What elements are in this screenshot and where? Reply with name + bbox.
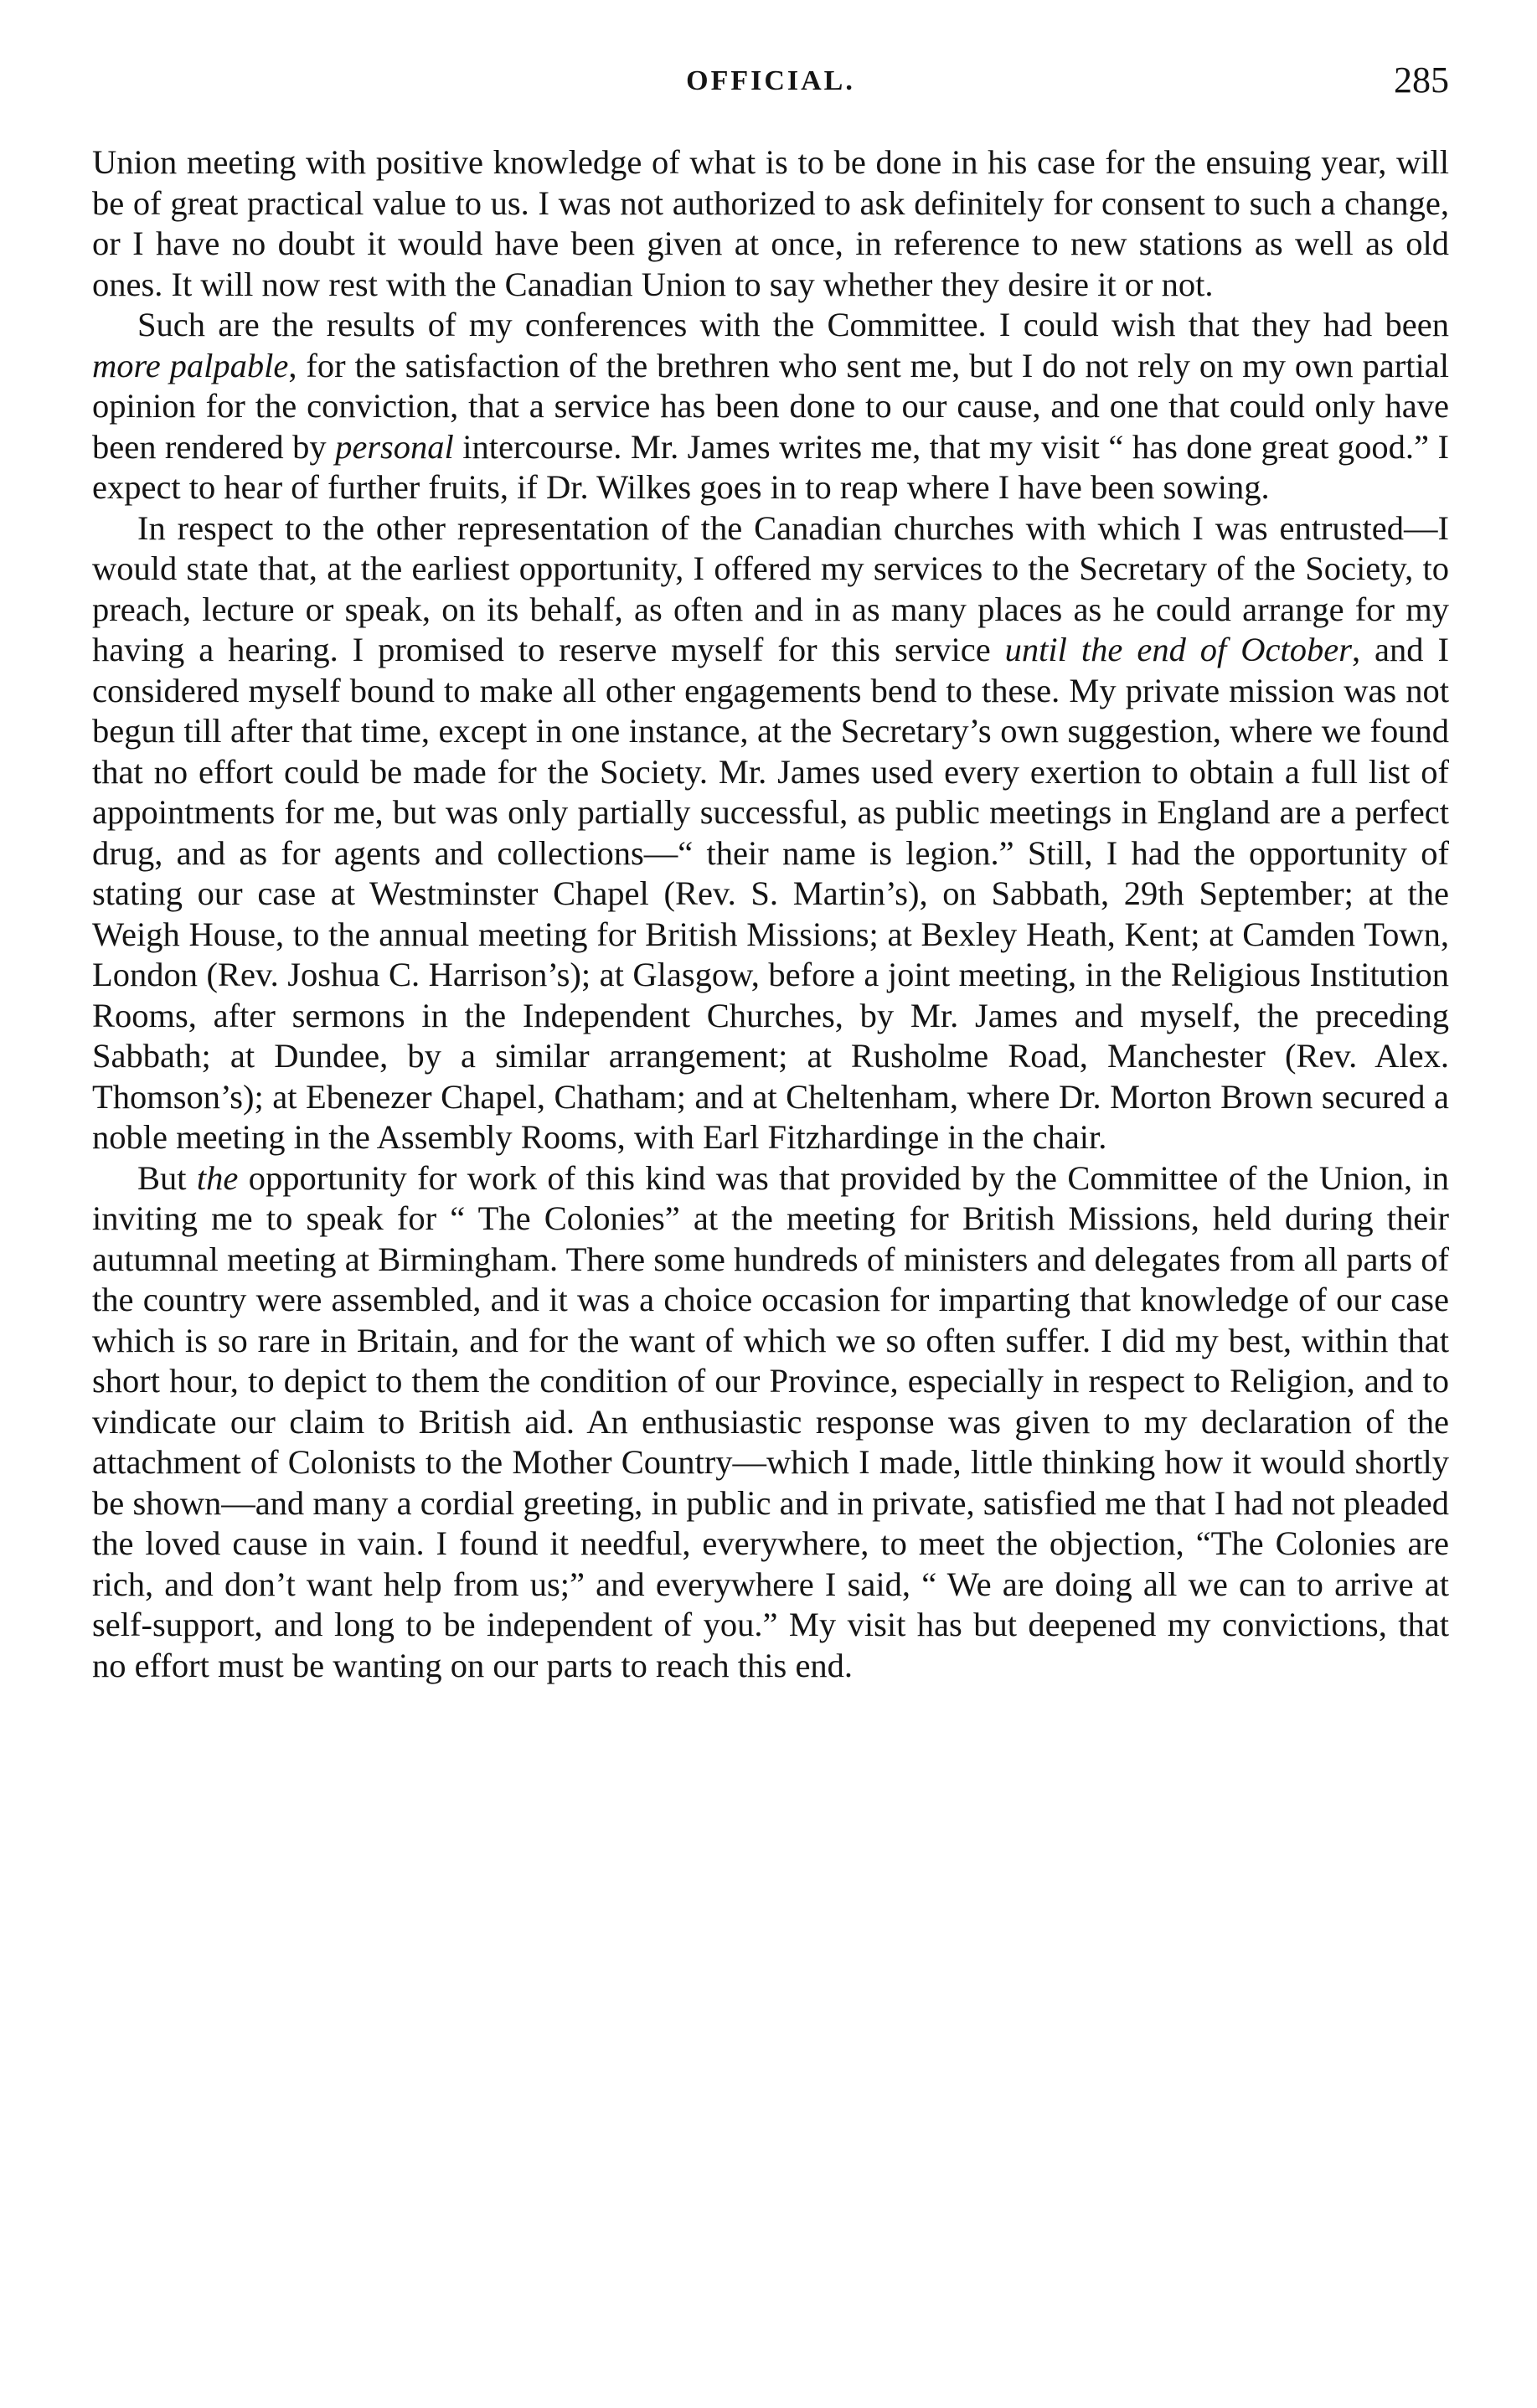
italic-text: the bbox=[196, 1158, 239, 1197]
body-text bbox=[92, 142, 1449, 1686]
text-run: In respect to the other representation of the Canadian churches with which I was entrusted—I would state that, at the earliest opportunity, I offered my services to the Secretary of the Society, to preach, lecture or speak, on its behalf, as often and in as many places as he could arrange for my having a hearing. I promised to reserve myself for this service bbox=[92, 508, 1449, 668]
text-run: Such are the results of my conferences with the Committee. I could wish that they had been bbox=[137, 306, 1449, 343]
paragraph-4 bbox=[92, 1158, 1449, 1687]
running-title: OFFICIAL. bbox=[686, 65, 855, 96]
text-run: Union meeting with positive knowledge of what is to be done in his case for the ensuing year, will be of great practical value to us. I was not authorized to ask definitely for consent to such a change, or I have no doubt it would have been given at once, in reference to new stations as well as old ones. It will now rest with the Canadian Union to say whether they desire it or not. bbox=[92, 143, 1449, 303]
paragraph-3 bbox=[92, 508, 1449, 1158]
text-run: intercourse. Mr. James writes me, that my visit “ has done great good.” I expect to hear of further fruits, if Dr. Wilkes goes in to reap where I have been sowing. bbox=[92, 427, 1450, 506]
italic-text: until the end of October bbox=[1004, 631, 1352, 668]
italic-text: more palpable bbox=[92, 346, 289, 384]
page-number: 285 bbox=[1394, 59, 1449, 101]
text-run: But bbox=[137, 1158, 197, 1197]
italic-text: personal bbox=[335, 427, 454, 466]
text-run: , for the satisfaction of the brethren who sent me, but I do not rely on my own partial opinion for the conviction, that a service has been done to our cause, and one that could only have been rendered by bbox=[92, 346, 1449, 466]
text-run: , and I considered myself bound to make all other engagements bend to these. My private mission was not begun till after that time, except in one instance, at the Secretary’s own suggestion, where we found that no effort could be made for the Society. Mr. James used every exertion to obtain a full list of appointments for me, but was only partially successful, as public meetings in England are a perfect drug, and as for agents and collections—“ their name is legion.” Still, I had the opportunity of stating our case at Westminster Chapel (Rev. S. Martin’s), on Sabbath, 29th September; at the Weigh House, to the annual meeting for British Missions; at Bexley Heath, Kent; at Camden Town, London (Rev. Joshua C. Harrison’s); at Glasgow, before a joint meeting, in the Religious Institution Rooms, after sermons in the Independent Churches, by Mr. James and myself, the preceding Sabbath; at Dundee, by a similar arrangement; at Rusholme Road, Manchester (Rev. Alex. Thomson’s); at Ebenezer Chapel, Chatham; and at Cheltenham, where Dr. Morton Brown secured a noble meeting in the Assembly Rooms, with Earl Fitzhardinge in the chair. bbox=[92, 631, 1449, 1156]
paragraph-1 bbox=[92, 142, 1449, 305]
paragraph-2 bbox=[92, 305, 1449, 508]
running-head bbox=[92, 59, 1449, 116]
text-run: opportunity for work of this kind was that provided by the Committee of the Union, in inviting me to speak for “ The Colonies” at the meeting for British Missions, held during their autumnal meeting at Birmingham. There some hundreds of ministers and delegates from all parts of the country were assembled, and it was a choice occasion for imparting that knowledge of our case which is so rare in Britain, and for the want of which we so often suffer. I did my best, within that short hour, to depict to them the condition of our Province, especially in respect to Religion, and to vindicate our claim to British aid. An enthusiastic response was given to my declaration of the attachment of Colonists to the Mother Country—which I made, little thinking how it would shortly be shown—and many a cordial greeting, in public and in private, satisfied me that I had not pleaded the loved cause in vain. I found it needful, everywhere, to meet the objection, “The Colonies are rich, and don’t want help from us;” and everywhere I said, “ We are doing all we can to arrive at self-support, and long to be independent of you.” My visit has but deepened my convictions, that no effort must be wanting on our parts to reach this end. bbox=[92, 1158, 1449, 1684]
